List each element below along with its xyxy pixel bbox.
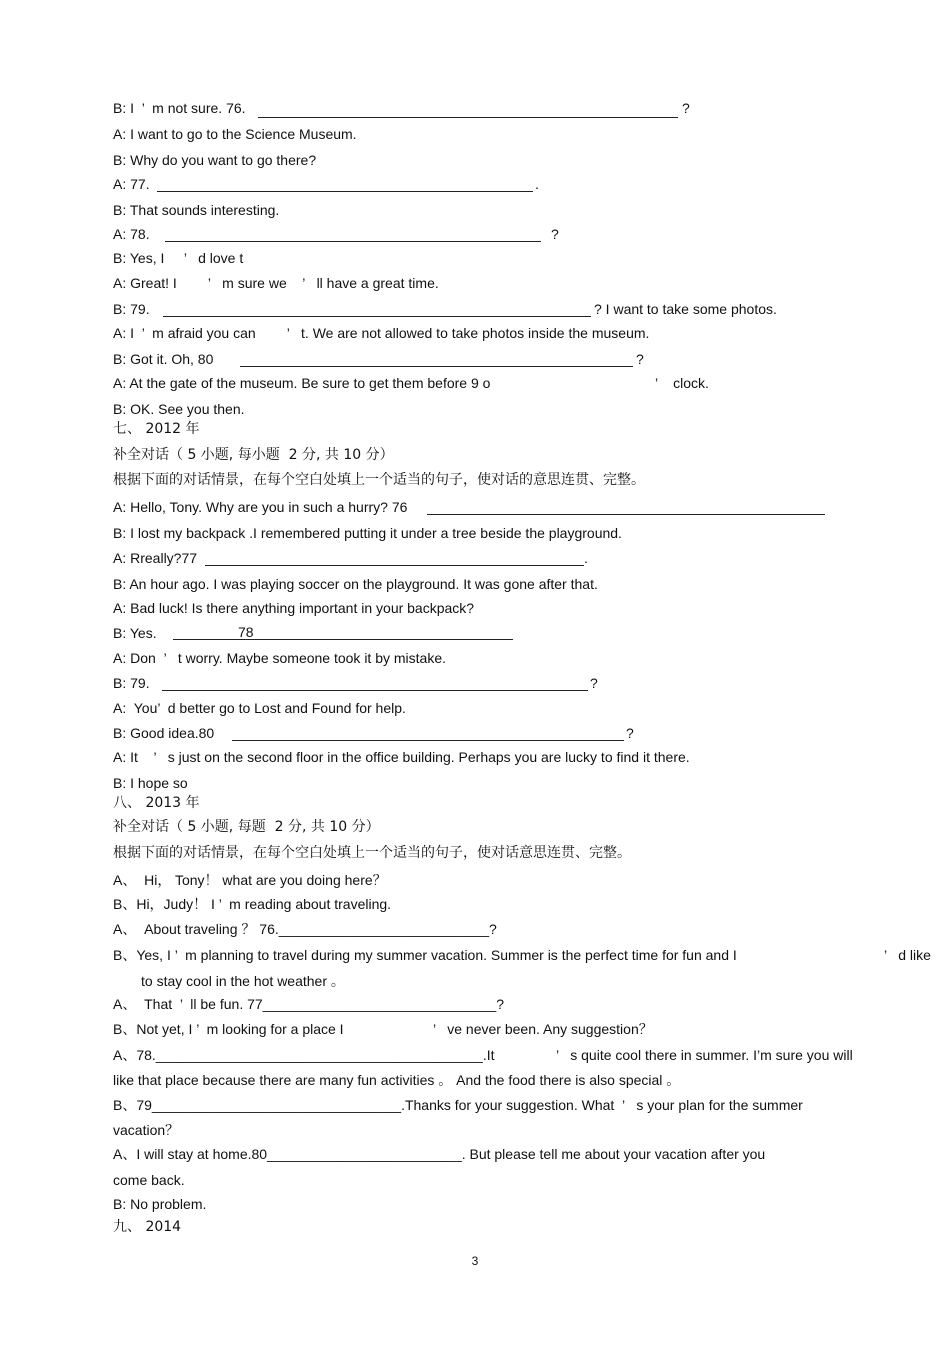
dialogue-line: B、79________________________________.Thanks for your suggestion. What ’ s your plan for the summer [113,1097,803,1113]
dialogue-line: A: Hello, Tony. Why are you in such a hurry? 76 [113,499,408,515]
blank-end: ? [636,351,644,367]
dialogue-line: A: 78. [113,226,150,242]
dialogue-line: B: No problem. [113,1196,207,1212]
dialogue-line: to stay cool in the hot weather 。 [141,973,345,989]
blank-end: . [535,176,539,192]
dialogue-line: A: I ’ m afraid you can ’ t. We are not allowed to take photos inside the museum. [113,325,650,341]
answer-blank [205,565,584,566]
blank-end: ? [682,100,690,116]
dialogue-line: A、I will stay at home.80_________________________. But please tell me about your vacation after you [113,1146,766,1162]
answer-blank [163,316,591,317]
dialogue-line: B: I hope so [113,775,188,791]
dialogue-line: A: At the gate of the museum. Be sure to get them before 9 o [113,375,491,391]
answer-blank [427,514,825,515]
section-instructions: 根据下面的对话情景，在每个空白处填上一个适当的句子，使对话的意思连贯、完整。 [113,472,645,488]
dialogue-line: A: Great! I ’ m sure we ’ ll have a great time. [113,275,439,291]
answer-blank [165,241,541,242]
dialogue-line: A: 77. [113,176,150,192]
dialogue-line: A、 Hi， Tony！ what are you doing here？ [113,872,387,888]
dialogue-line: B: Why do you want to go there? [113,152,317,168]
blank-end: ? [551,226,559,242]
dialogue-line: A: You’ d better go to Lost and Found for help. [113,700,406,716]
dialogue-line: B: I lost my backpack .I remembered putting it under a tree beside the playground. [113,525,622,541]
answer-blank [240,366,633,367]
dialogue-line: B: Got it. Oh, 80 [113,351,214,367]
dialogue-line: B、Not yet, I ’ m looking for a place I [113,1021,344,1037]
dialogue-line: come back. [113,1172,185,1188]
section-heading: 九、 2014 [113,1219,182,1235]
dialogue-line: like that place because there are many fun activities 。 And the food there is also special 。 [113,1072,681,1088]
section-heading: 八、 2013 年 [113,795,200,811]
dialogue-line: B: Yes. [113,625,157,641]
blank-end: . [584,550,588,566]
dialogue-tail: ’ s quite cool there in summer. I’m sure you will [556,1047,853,1063]
dialogue-line: B: 79. [113,675,150,691]
dialogue-line: A、78.__________________________________________.It [113,1047,495,1063]
blank-end: ? I want to take some photos. [594,301,777,317]
dialogue-line: A、 About traveling ？ 76.___________________________? [113,921,497,937]
blank-end: ? [590,675,598,691]
dialogue-line: A: I want to go to the Science Museum. [113,126,357,142]
dialogue-line: B、Hi，Judy！ I ’ m reading about traveling. [113,896,392,912]
dialogue-line: B: Yes, I ’ d love t [113,250,244,266]
dialogue-line: A: It ’ s just on the second floor in the office building. Perhaps you are lucky to find it there. [113,749,690,765]
dialogue-line: vacation？ [113,1122,180,1138]
section-instructions: 补全对话（ 5 小题, 每小题 2 分, 共 10 分） [113,447,394,463]
page-number: 3 [471,1254,479,1268]
dialogue-line: B: 79. [113,301,150,317]
section-instructions: 补全对话（ 5 小题, 每题 2 分, 共 10 分） [113,819,380,835]
answer-blank [232,740,624,741]
blank-end: ? [626,725,634,741]
dialogue-line: A: Rreally?77 [113,550,198,566]
dialogue-line: A: Don ’ t worry. Maybe someone took it by mistake. [113,650,447,666]
dialogue-tail: ’ clock. [655,375,709,391]
section-instructions: 根据下面的对话情景，在每个空白处填上一个适当的句子，使对话意思连贯、完整。 [113,845,631,861]
dialogue-tail: ’ d like [884,947,931,963]
answer-blank [162,690,588,691]
dialogue-line: B: Good idea.80 [113,725,215,741]
dialogue-line: A、 That ’ ll be fun. 77______________________________? [113,996,505,1012]
dialogue-line: A: Bad luck! Is there anything important in your backpack? [113,600,475,616]
blank-number: 78 [238,624,254,640]
answer-blank [258,117,678,118]
answer-blank [173,639,513,640]
dialogue-line: B: OK. See you then. [113,401,245,417]
dialogue-line: B: An hour ago. I was playing soccer on the playground. It was gone after that. [113,576,598,592]
section-heading: 七、 2012 年 [113,421,200,437]
dialogue-line: B、Yes, I ’ m planning to travel during my summer vacation. Summer is the perfect time for fun and I [113,947,737,963]
dialogue-line: B: That sounds interesting. [113,202,280,218]
dialogue-tail: ’ ve never been. Any suggestion？ [433,1021,653,1037]
answer-blank [157,191,533,192]
dialogue-line: B: I ’ m not sure. 76. [113,100,246,116]
